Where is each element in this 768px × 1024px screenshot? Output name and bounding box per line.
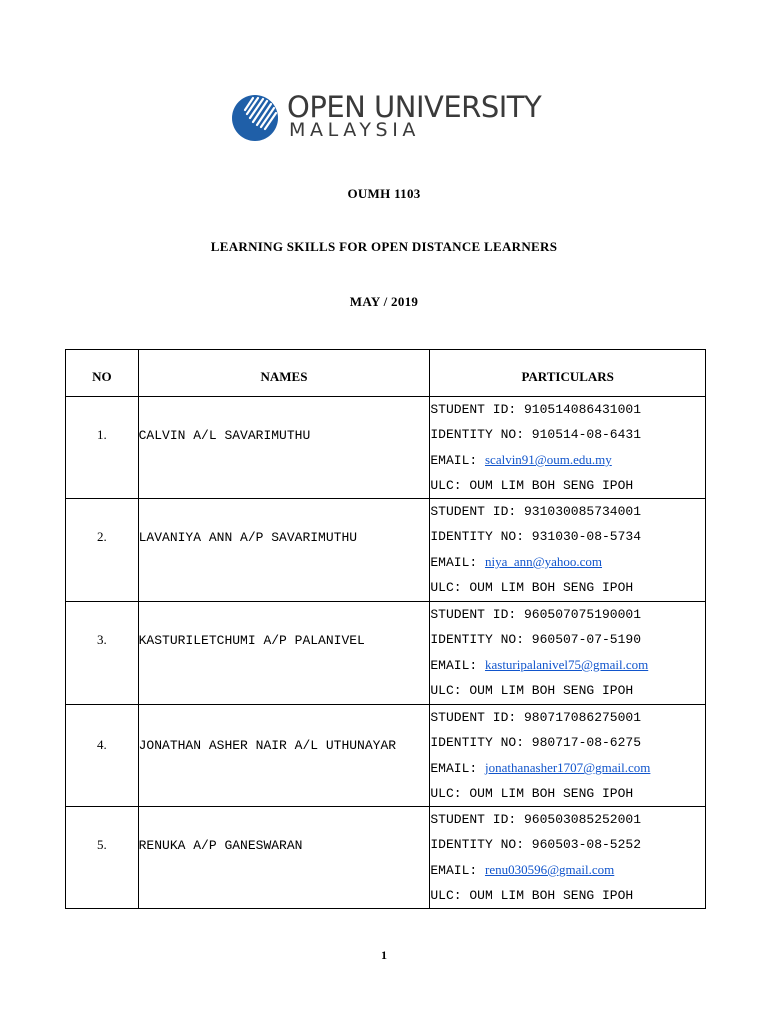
student-name: [138, 705, 430, 807]
table-row: [66, 807, 706, 909]
student-table: [65, 349, 706, 909]
column-header-particulars: PARTICULARS: [430, 350, 706, 397]
email-label: EMAIL:: [430, 863, 485, 878]
student-name: [138, 602, 430, 705]
identity-no: IDENTITY NO: 910514-08-6431: [430, 427, 642, 442]
table-header-row: [66, 350, 706, 397]
logo-wordmark-line2: MALAYSIA: [289, 119, 421, 141]
email-link[interactable]: renu030596@gmail.com: [484, 862, 615, 877]
email-line: [430, 652, 705, 678]
row-number-text: 1.: [96, 427, 107, 442]
student-name-text: JONATHAN ASHER NAIR A/L UTHUNAYAR: [138, 738, 397, 753]
row-number: [66, 705, 139, 807]
ulc-center: ULC: OUM LIM BOH SENG IPOH: [430, 888, 634, 903]
student-particulars: [430, 499, 706, 602]
student-name: [138, 807, 430, 909]
course-code: OUMH 1103: [347, 186, 421, 201]
student-id: STUDENT ID: 960503085252001: [430, 812, 642, 827]
email-link[interactable]: niya_ann@yahoo.com: [484, 554, 603, 569]
row-number-text: 4.: [96, 737, 107, 752]
email-line: [430, 857, 705, 883]
identity-no: IDENTITY NO: 960507-07-5190: [430, 632, 642, 647]
email-label: EMAIL:: [430, 453, 485, 468]
row-number: [66, 807, 139, 909]
email-label: EMAIL:: [430, 658, 485, 673]
email-line: [430, 755, 705, 781]
student-id: STUDENT ID: 910514086431001: [430, 402, 642, 417]
row-number: [66, 602, 139, 705]
email-label: EMAIL:: [430, 761, 485, 776]
table-row: [66, 602, 706, 705]
student-particulars: [430, 602, 706, 705]
email-line: [430, 447, 705, 473]
student-name-text: RENUKA A/P GANESWARAN: [138, 838, 303, 853]
oum-globe-icon: [231, 94, 279, 142]
row-number: [66, 499, 139, 602]
row-number: [66, 397, 139, 499]
university-logo: [231, 92, 541, 144]
ulc-center: ULC: OUM LIM BOH SENG IPOH: [430, 580, 634, 595]
session-date: MAY / 2019: [349, 294, 419, 309]
row-number-text: 3.: [96, 632, 107, 647]
student-id: STUDENT ID: 931030085734001: [430, 504, 642, 519]
student-particulars: [430, 807, 706, 909]
student-id: STUDENT ID: 980717086275001: [430, 710, 642, 725]
table-row: [66, 705, 706, 807]
identity-no: IDENTITY NO: 931030-08-5734: [430, 529, 642, 544]
student-name-text: CALVIN A/L SAVARIMUTHU: [138, 428, 311, 443]
email-link[interactable]: jonathanasher1707@gmail.com: [484, 760, 651, 775]
student-name-text: LAVANIYA ANN A/P SAVARIMUTHU: [138, 530, 358, 545]
ulc-center: ULC: OUM LIM BOH SENG IPOH: [430, 786, 634, 801]
table-row: [66, 397, 706, 499]
ulc-center: ULC: OUM LIM BOH SENG IPOH: [430, 683, 634, 698]
table-row: [66, 499, 706, 602]
student-id: STUDENT ID: 960507075190001: [430, 607, 642, 622]
identity-no: IDENTITY NO: 960503-08-5252: [430, 837, 642, 852]
student-name-text: KASTURILETCHUMI A/P PALANIVEL: [138, 633, 365, 648]
email-link[interactable]: kasturipalanivel75@gmail.com: [484, 657, 649, 672]
identity-no: IDENTITY NO: 980717-08-6275: [430, 735, 642, 750]
ulc-center: ULC: OUM LIM BOH SENG IPOH: [430, 478, 634, 493]
email-label: EMAIL:: [430, 555, 485, 570]
row-number-text: 2.: [96, 529, 107, 544]
student-name: [138, 397, 430, 499]
course-title: LEARNING SKILLS FOR OPEN DISTANCE LEARNERS: [210, 239, 558, 254]
logo-wordmark-line1: OPEN UNIVERSITY: [287, 90, 542, 124]
student-particulars: [430, 705, 706, 807]
student-particulars: [430, 397, 706, 499]
row-number-text: 5.: [96, 837, 107, 852]
email-line: [430, 549, 705, 575]
student-name: [138, 499, 430, 602]
column-header-names: NAMES: [138, 350, 430, 397]
column-header-no: NO: [66, 350, 139, 397]
page-number: 1: [381, 948, 387, 962]
email-link[interactable]: scalvin91@oum.edu.my: [484, 452, 612, 467]
